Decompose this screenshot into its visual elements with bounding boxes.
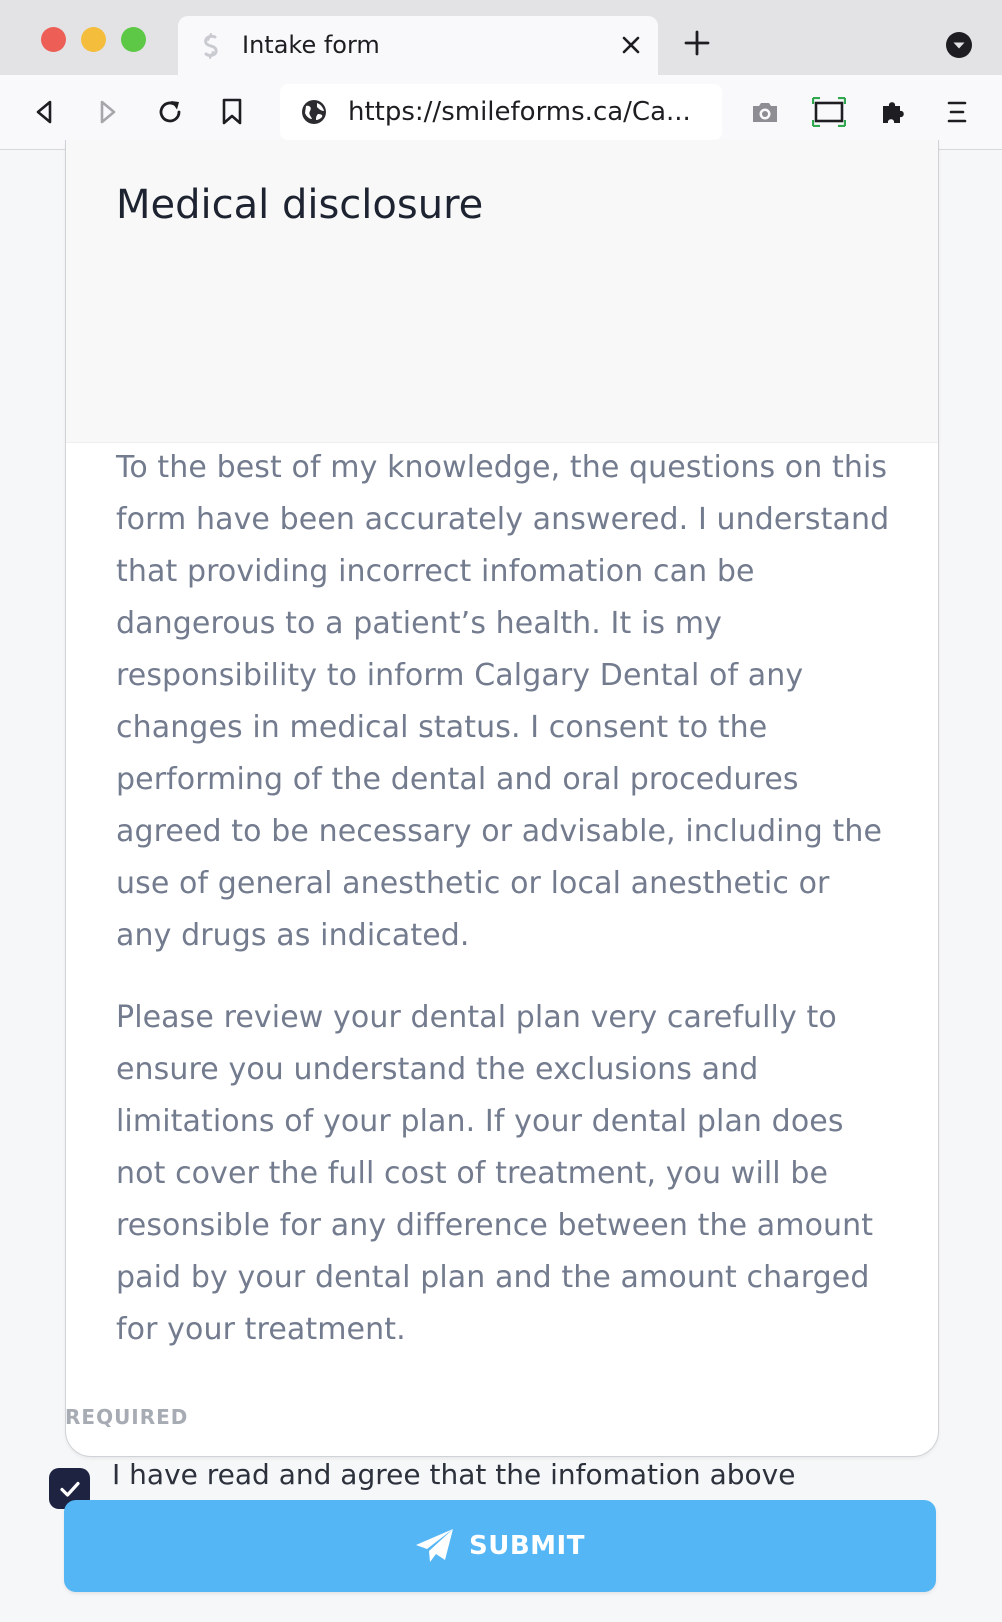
fullscreen-icon[interactable] (812, 95, 846, 129)
menu-icon[interactable] (940, 95, 974, 129)
submit-label: SUBMIT (469, 1531, 585, 1561)
smileforms-logo-icon (198, 33, 224, 59)
paper-plane-icon (415, 1528, 455, 1564)
new-tab-icon[interactable] (682, 28, 712, 58)
minimize-window-button[interactable] (81, 27, 106, 52)
required-label: REQUIRED (65, 1405, 189, 1429)
close-window-button[interactable] (41, 27, 66, 52)
disclosure-card (65, 140, 939, 1457)
forward-icon[interactable] (90, 95, 124, 129)
dental-plan-paragraph: Please review your dental plan very carefully to ensure you understand the exclusions and limitations of your plan. If your dental plan does not cover the full cost of treatment, you will be resonsible for any difference between the amount paid by your dental plan and the amount charged for your treatment. (116, 1000, 874, 1347)
bookmark-icon[interactable] (215, 95, 249, 129)
url-text: https://smileforms.ca/Ca... (348, 97, 691, 127)
section-title: Medical disclosure (116, 182, 484, 228)
url-bar[interactable] (280, 84, 722, 140)
checkmark-icon (58, 1477, 82, 1501)
navigation-bar (0, 75, 1002, 150)
disclosure-paragraph: To the best of my knowledge, the questions on this form have been accurately answered. I understand that providing incorrect infomation can be dangerous to a patient’s health. It is my responsibility to inform Calgary Dental of any changes in medical status. I consent to the performing of the dental and oral procedures agreed to be necessary or advisable, including the use of general anesthetic or local anesthetic or any drugs as indicated. (116, 450, 890, 953)
tab-title: Intake form (242, 31, 380, 59)
tab-strip (0, 0, 1002, 75)
extensions-icon[interactable] (876, 95, 910, 129)
zoom-window-button[interactable] (121, 27, 146, 52)
submit-button[interactable] (64, 1500, 936, 1592)
camera-icon[interactable] (748, 95, 782, 129)
card-header (66, 140, 938, 443)
reload-icon[interactable] (153, 95, 187, 129)
globe-icon (300, 98, 328, 126)
disclosure-text (116, 442, 891, 1356)
tab-intake-form[interactable] (178, 16, 658, 75)
page-content (0, 150, 1002, 1622)
agreement-label[interactable]: I have read and agree that the infomation above (112, 1458, 796, 1491)
close-tab-icon[interactable] (616, 30, 646, 60)
tab-list-chevron-icon[interactable] (944, 30, 974, 60)
back-icon[interactable] (28, 95, 62, 129)
